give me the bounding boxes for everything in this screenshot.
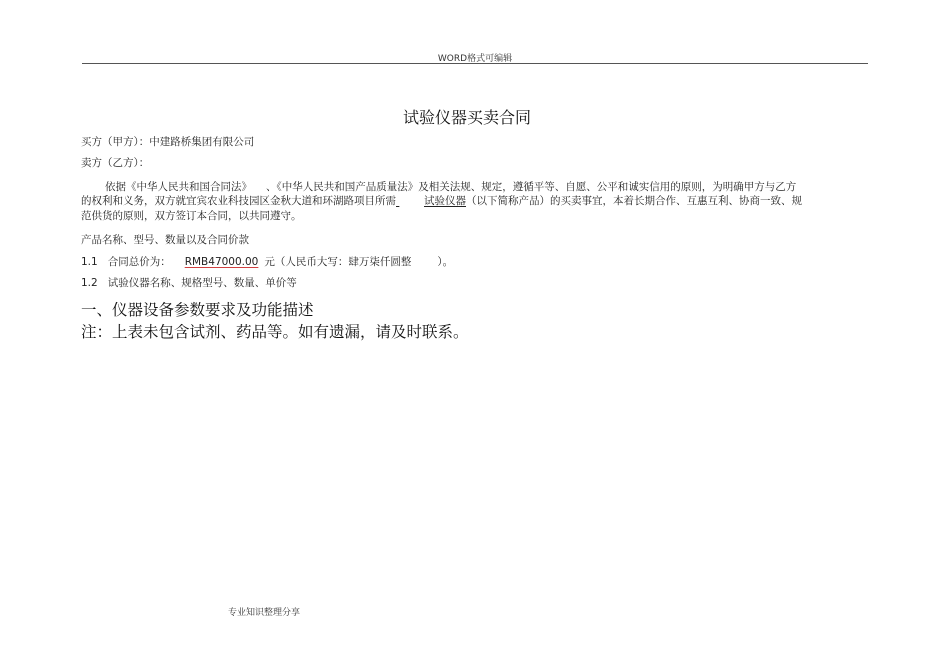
note-line: 注：上表未包含试剂、药品等。如有遗漏，请及时联系。 — [81, 323, 469, 341]
item-1-1-number: 1.1 — [81, 256, 98, 268]
header-divider — [82, 63, 868, 64]
paragraph-line-1 — [105, 179, 796, 194]
buyer-line: 买方（甲方）：中建路桥集团有限公司 — [81, 136, 255, 148]
item-1-1 — [81, 254, 453, 269]
product-name: 试验仪器 — [424, 195, 466, 207]
paragraph-line-2-b: （以下简称产品）的买卖事宜，本着长期合作、互惠互利、协商一致、规 — [466, 195, 802, 207]
paragraph-line-2-a: 的权利和义务，双方就宜宾农业科技园区金秋大道和环湖路项目所需 — [81, 195, 396, 207]
paragraph-line-1-b: 、《中华人民共和国产品质量法》及相关法规、规定，遵循平等、自愿、公平和诚实信用的原则，为明确甲方与乙方 — [266, 181, 797, 193]
item-1-2-number: 1.2 — [81, 277, 98, 289]
header-label: WORD格式可编辑 — [437, 54, 513, 64]
item-1-1-unit: 元（人民币大写：肆万柒仟圆整 — [264, 256, 412, 268]
item-1-2-text: 试验仪器名称、规格型号、数量、单价等 — [107, 277, 297, 289]
contract-amount: RMB47000.00 — [184, 256, 259, 268]
item-1-1-end: ）。 — [437, 256, 454, 268]
item-1-2 — [81, 275, 297, 290]
blank-underline — [396, 195, 424, 207]
footer-label: 专业知识整理分享 — [228, 608, 301, 618]
document-title: 试验仪器买卖合同 — [402, 108, 531, 127]
section-products: 产品名称、型号、数量以及合同价款 — [81, 234, 249, 246]
item-1-1-label: 合同总价为： — [107, 256, 171, 268]
paragraph-line-3: 范供货的原则，双方签订本合同，以共同遵守。 — [81, 210, 302, 222]
seller-line: 卖方（乙方）： — [81, 157, 150, 169]
paragraph-line-1-a: 依据《中华人民共和国合同法》 — [105, 181, 252, 193]
heading-equipment-requirements: 一、仪器设备参数要求及功能描述 — [81, 301, 314, 319]
paragraph-line-2 — [81, 193, 802, 208]
